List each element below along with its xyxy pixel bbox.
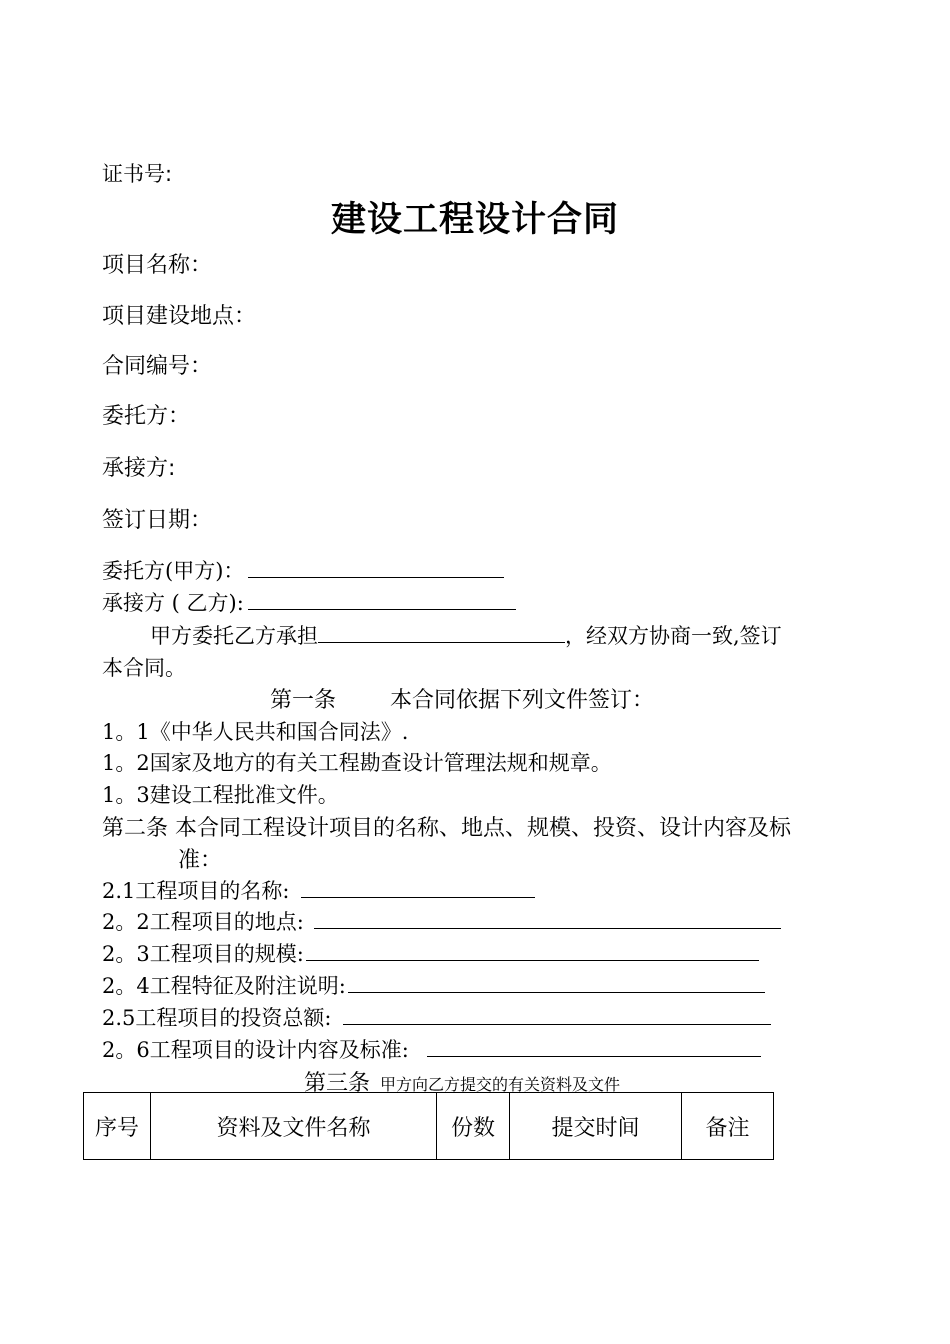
article3-title: 甲方向乙方提交的有关资料及文件 [380, 1075, 621, 1094]
party-b-label: 承接方 ( 乙方): [102, 591, 244, 615]
header-remarks: 备注 [682, 1093, 774, 1160]
preamble-start: 甲方委托乙方承担 [150, 624, 318, 648]
preamble-end: ，经双方协商一致,签订 [565, 624, 782, 648]
table-header-row [84, 1093, 774, 1160]
article1-number: 第一条 [270, 688, 337, 713]
header-submit-time: 提交时间 [510, 1093, 682, 1160]
header-copies: 份数 [437, 1093, 510, 1160]
article3-number: 第三条 [304, 1071, 371, 1096]
documents-table [83, 1092, 774, 1160]
item-features-blank[interactable] [348, 970, 765, 993]
article2-heading-line2: 准： [178, 848, 223, 873]
contract-number-label: 合同编号： [102, 354, 213, 379]
project-name-label: 项目名称： [102, 253, 213, 278]
item-content-label: 2。6工程项目的设计内容及标准: [102, 1038, 409, 1062]
header-serial-no: 序号 [84, 1093, 151, 1160]
party-a-blank[interactable] [248, 555, 504, 578]
signing-date-label: 签订日期： [102, 508, 213, 533]
article1-title: 本合同依据下列文件签订： [390, 688, 655, 713]
contractor-label: 承接方: [102, 456, 176, 481]
item-scale-blank[interactable] [306, 938, 759, 961]
item-features-label: 2。4工程特征及附注说明: [102, 974, 346, 998]
item-investment-label: 2.5工程项目的投资总额: [102, 1006, 332, 1030]
project-location-label: 项目建设地点： [102, 304, 257, 329]
article1-item-1: 1。1《中华人民共和国合同法》. [102, 720, 409, 744]
preamble-continuation: 本合同。 [102, 656, 186, 680]
article2-item-location [102, 906, 781, 936]
party-a-label: 委托方(甲方)： [102, 559, 245, 583]
item-scale-label: 2。3工程项目的规模: [102, 942, 304, 966]
client-label: 委托方： [102, 404, 191, 429]
preamble-blank[interactable] [318, 620, 565, 643]
article2-item-name [102, 875, 535, 905]
header-document-name: 资料及文件名称 [151, 1093, 437, 1160]
article2-item-scale [102, 938, 759, 968]
article2-heading-line1: 第二条 本合同工程设计项目的名称、地点、规模、投资、设计内容及标 [102, 816, 791, 841]
preamble-line [150, 620, 782, 650]
certificate-number-label: 证书号: [102, 162, 173, 186]
party-b-blank[interactable] [248, 587, 516, 610]
article1-heading [270, 683, 654, 714]
article2-item-content [102, 1034, 761, 1064]
article2-item-features [102, 970, 765, 1000]
item-location-label: 2。2工程项目的地点: [102, 910, 304, 934]
document-title: 建设工程设计合同 [330, 200, 619, 240]
item-name-blank[interactable] [301, 875, 535, 898]
item-location-blank[interactable] [314, 906, 781, 929]
item-investment-blank[interactable] [343, 1002, 771, 1025]
item-content-blank[interactable] [427, 1034, 761, 1057]
party-b-line [102, 587, 516, 617]
article1-item-3: 1。3建设工程批准文件。 [102, 783, 339, 807]
party-a-line [102, 555, 504, 585]
article2-item-investment [102, 1002, 771, 1032]
item-name-label: 2.1工程项目的名称: [102, 879, 290, 903]
article1-item-2: 1。2国家及地方的有关工程勘查设计管理法规和规章。 [102, 751, 612, 775]
